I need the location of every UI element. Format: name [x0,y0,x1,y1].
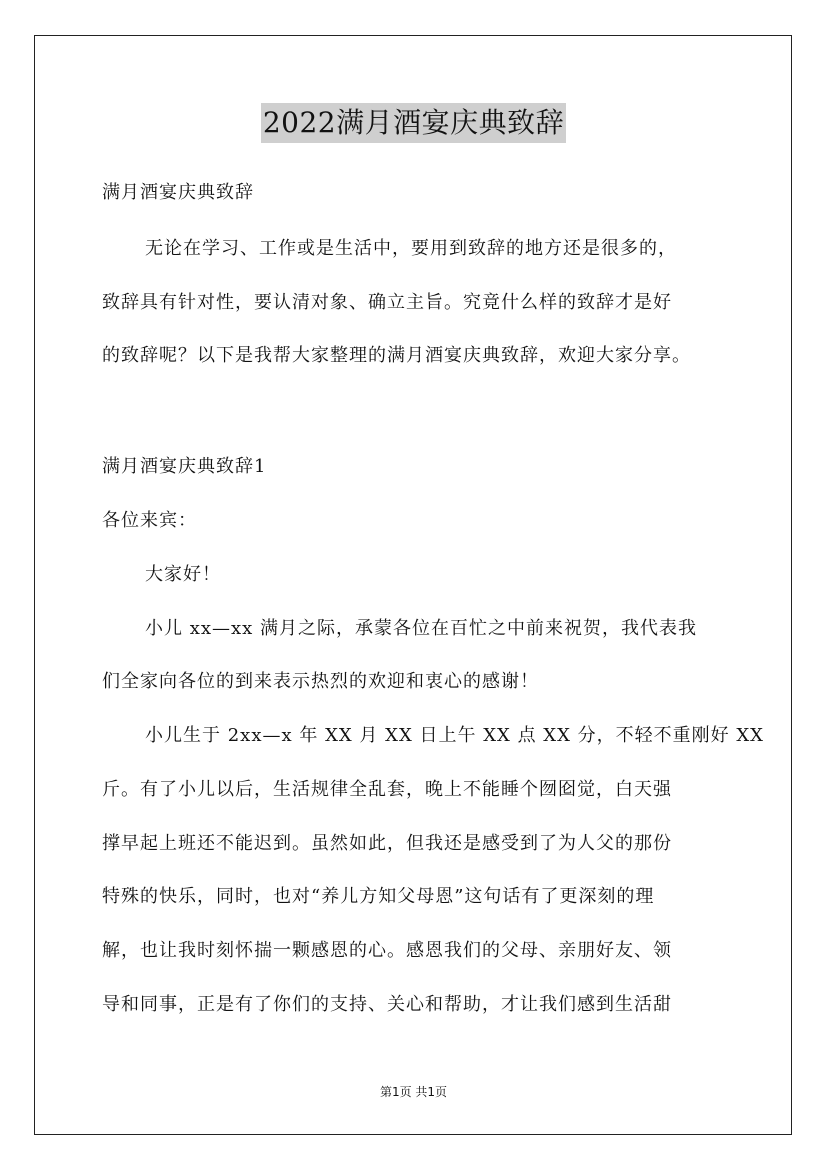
intro-line: 的致辞呢？以下是我帮大家整理的满月酒宴庆典致辞，欢迎大家分享。 [102,345,691,366]
document-subtitle: 满月酒宴庆典致辞 [102,182,254,203]
section-heading: 满月酒宴庆典致辞1 [102,456,267,477]
paragraph-line: 导和同事，正是有了你们的支持、关心和帮助，才让我们感到生活甜 [102,994,672,1015]
paragraph-line: 们全家向各位的到来表示热烈的欢迎和衷心的感谢！ [102,671,539,692]
paragraph-line: 小儿 xx—xx 满月之际，承蒙各位在百忙之中前来祝贺，我代表我 [145,618,698,639]
intro-line: 致辞具有针对性，要认清对象、确立主旨。究竟什么样的致辞才是好 [102,292,672,313]
title-container [0,103,827,143]
paragraph-line: 斤。有了小儿以后，生活规律全乱套，晚上不能睡个囫囵觉，白天强 [102,779,672,800]
paragraph-line: 特殊的快乐，同时，也对“养儿方知父母恩”这句话有了更深刻的理 [102,886,655,907]
paragraph-line: 撑早起上班还不能迟到。虽然如此，但我还是感受到了为人父的那份 [102,833,672,854]
paragraph-line: 小儿生于 2xx—x 年 XX 月 XX 日上午 XX 点 XX 分，不轻不重刚好 XX [145,725,764,746]
greeting: 大家好！ [145,564,221,585]
page-footer: 第1页 共1页 [379,1085,448,1099]
intro-line: 无论在学习、工作或是生活中，要用到致辞的地方还是很多的， [145,238,677,259]
document-title: 2022满月酒宴庆典致辞 [261,103,566,143]
paragraph-line: 解，也让我时刻怀揣一颗感恩的心。感恩我们的父母、亲朋好友、领 [102,940,672,961]
salutation: 各位来宾： [102,510,197,531]
